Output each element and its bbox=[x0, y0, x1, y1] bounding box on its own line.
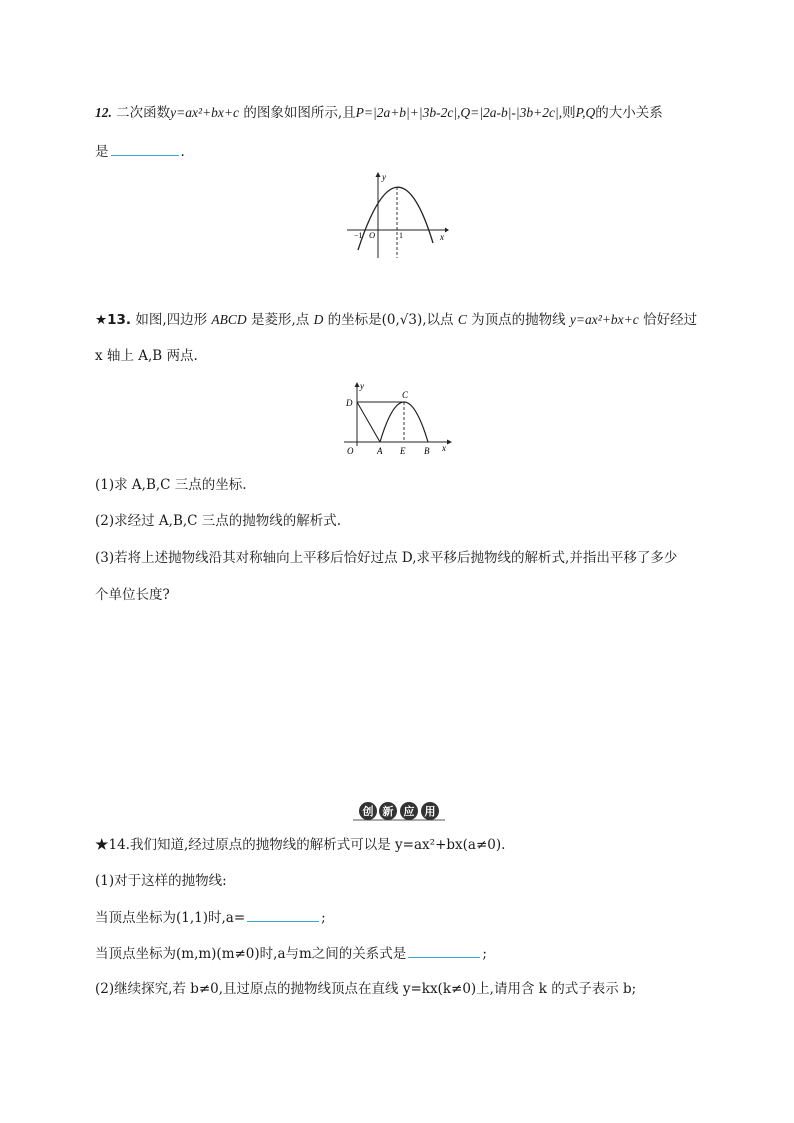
q13-c-label: C bbox=[402, 390, 409, 400]
q13-function: y=ax²+bx+c bbox=[569, 312, 639, 327]
q12-pq-expression: P=|2a+b|+|3b-2c|,Q=|2a-b|-|3b+2c|, bbox=[355, 105, 563, 120]
q12-neg1-label: −1 bbox=[354, 231, 363, 240]
q12-y-label: y bbox=[382, 172, 386, 182]
q13-d-label: D bbox=[346, 398, 353, 408]
q12-y-arrow-icon bbox=[376, 172, 381, 177]
q13-segment-da bbox=[357, 402, 380, 442]
q12-answer-blank[interactable] bbox=[111, 142, 179, 156]
q12-parabola-curve bbox=[358, 187, 433, 250]
q14-answer-blank-2[interactable] bbox=[408, 944, 480, 958]
q14-vertex2-end: ; bbox=[482, 946, 487, 962]
q12-number: 12. bbox=[95, 105, 112, 120]
q13-line1 bbox=[95, 311, 697, 329]
q12-text4: 的大小关系 bbox=[595, 105, 663, 121]
section-char-2: 新 bbox=[382, 806, 394, 818]
q12-line1 bbox=[95, 104, 663, 122]
q13-abcd: ABCD bbox=[211, 312, 247, 327]
q12-x-label: x bbox=[440, 232, 444, 242]
q13-text5: 恰好经过 bbox=[643, 312, 698, 328]
q12-x-arrow-icon bbox=[445, 228, 449, 233]
q13-a-label: A bbox=[377, 446, 383, 456]
q13-x-label: x bbox=[442, 443, 446, 453]
q13-e-label: E bbox=[400, 446, 406, 456]
q14-vertex2-text: 当顶点坐标为(m,m)(m≠0)时,a与m之间的关系式是 bbox=[95, 946, 407, 962]
q13-x-arrow-icon bbox=[447, 440, 452, 445]
q14-answer-blank-1[interactable] bbox=[247, 908, 319, 922]
q13-y-label: y bbox=[360, 381, 364, 391]
q13-o-label: O bbox=[347, 446, 354, 456]
q13-sub2: (2)求经过 A,B,C 三点的抛物线的解析式. bbox=[95, 513, 342, 529]
q12-pq: P,Q bbox=[575, 105, 596, 120]
q14-vertex1-end: ; bbox=[321, 910, 326, 926]
q13-text4: 为顶点的抛物线 bbox=[471, 312, 566, 328]
q14-vertex2-line bbox=[95, 944, 487, 963]
q14-vertex1-line bbox=[95, 908, 326, 927]
q12-one-label: 1 bbox=[399, 231, 403, 240]
q12-text3: 则 bbox=[562, 105, 576, 121]
q13-text3: 的坐标是(0,√3),以点 bbox=[327, 312, 454, 328]
q13-b-label: B bbox=[424, 446, 430, 456]
q14-vertex1-text: 当顶点坐标为(1,1)时,a= bbox=[95, 910, 246, 926]
q12-line2-suffix: . bbox=[180, 144, 185, 160]
q12-line2 bbox=[95, 142, 185, 161]
q13-point-c: C bbox=[457, 312, 467, 327]
q13-text1: 如图,四边形 bbox=[135, 312, 208, 328]
q13-text2: 是菱形,点 bbox=[250, 312, 310, 328]
q12-text2: 的图象如图所示,且 bbox=[243, 105, 356, 121]
q13-rhombus-graph bbox=[342, 380, 454, 460]
q13-sub3-line1: (3)若将上述抛物线沿其对称轴向上平移后恰好过点 D,求平移后抛物线的解析式,并指出平移了多少 bbox=[95, 550, 678, 566]
q14-sub2: (2)继续探究,若 b≠0,且过原点的抛物线顶点在直线 y=kx(k≠0)上,请用含 k 的式子表示 b; bbox=[95, 981, 637, 997]
q12-function: y=ax²+bx+c bbox=[170, 105, 240, 120]
q12-parabola-graph bbox=[345, 170, 450, 262]
q14-sub1: (1)对于这样的抛物线: bbox=[95, 873, 227, 889]
q12-text1: 二次函数 bbox=[116, 105, 171, 121]
q13-point-d: D bbox=[313, 312, 324, 327]
q13-sub1: (1)求 A,B,C 三点的坐标. bbox=[95, 477, 247, 493]
section-char-4: 用 bbox=[424, 806, 436, 818]
q13-line2: x 轴上 A,B 两点. bbox=[95, 348, 198, 364]
q12-line2-prefix: 是 bbox=[95, 144, 109, 160]
q13-y-arrow-icon bbox=[355, 382, 360, 387]
section-char-3: 应 bbox=[403, 806, 415, 818]
q12-origin-label: O bbox=[369, 230, 376, 240]
section-char-1: 创 bbox=[362, 806, 374, 818]
section-banner-innovation bbox=[353, 800, 445, 822]
q14-line1: ★14.我们知道,经过原点的抛物线的解析式可以是 y=ax²+bx(a≠0). bbox=[95, 837, 506, 853]
q13-sub3-line2: 个单位长度? bbox=[95, 587, 170, 603]
q13-number: ★13. bbox=[95, 312, 132, 328]
